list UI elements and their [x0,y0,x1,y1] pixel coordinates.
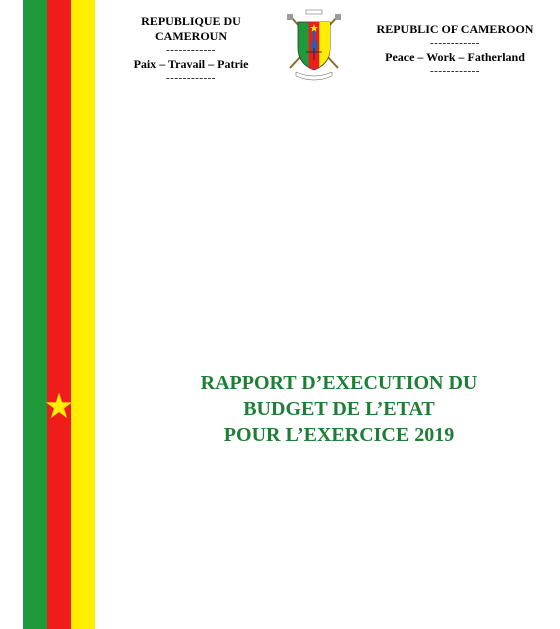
header-english [365,22,545,78]
flag-band-red [47,0,71,629]
flag-band-yellow [71,0,95,629]
country-name-en: REPUBLIC OF CAMEROON [376,22,534,36]
title-line-3: POUR L’EXERCICE 2019 [223,424,455,446]
header-french [121,14,261,85]
title-line-2: BUDGET DE L’ETAT [243,398,435,420]
separator-en-bottom: ------------ [430,65,480,77]
separator-fr-bottom: ------------ [166,72,216,84]
title-line-1: RAPPORT D’EXECUTION DU [200,372,478,394]
country-name-fr-line2: CAMEROUN [155,29,227,43]
motto-fr: Paix – Travail – Patrie [133,57,249,71]
coat-of-arms-icon [282,8,346,82]
separator-en-top: ------------ [430,37,480,49]
flag-band-green [23,0,47,629]
document-title [120,370,558,448]
motto-en: Peace – Work – Fatherland [385,50,525,64]
separator-fr-top: ------------ [166,44,216,56]
country-name-fr-line1: REPUBLIQUE DU [141,14,241,28]
star-icon [45,392,73,420]
